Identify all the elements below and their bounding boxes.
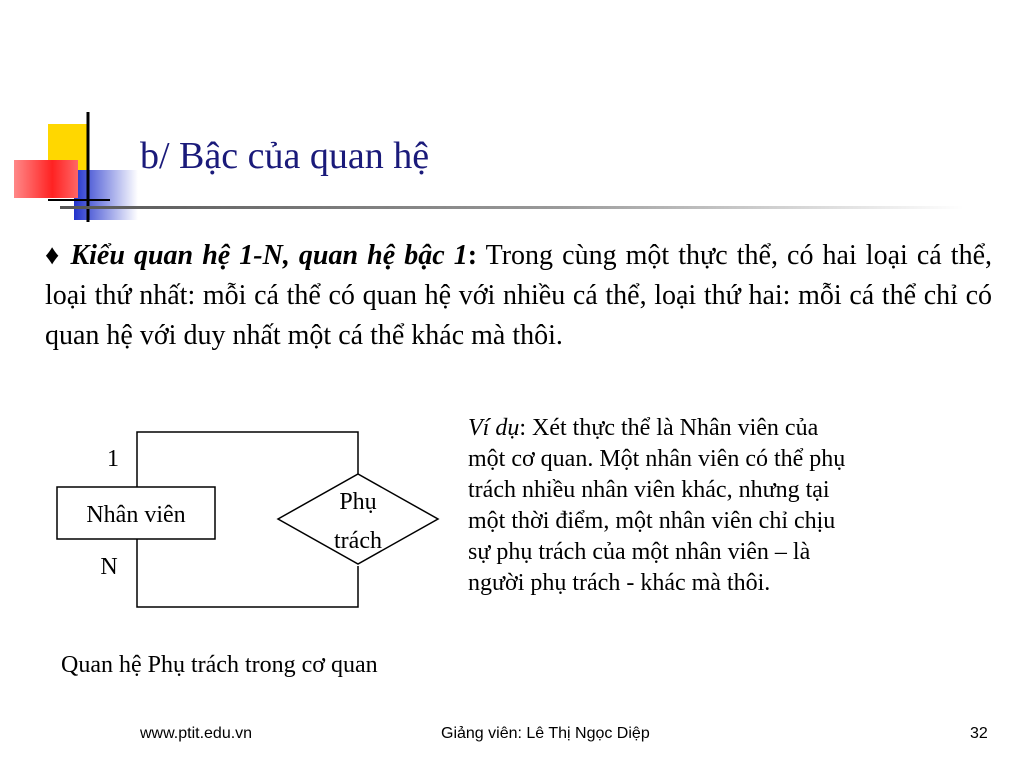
example-line-3: trách nhiều nhân viên khác, nhưng tại	[468, 477, 830, 503]
example-line-1: : Xét thực thể là Nhân viên của	[519, 415, 819, 441]
term-colon: :	[467, 240, 478, 271]
footer-page-number: 32	[970, 725, 988, 742]
example-line-5: sự phụ trách của một nhân viên – là	[468, 539, 811, 565]
footer-website: www.ptit.edu.vn	[140, 725, 253, 742]
cardinality-many: N	[100, 554, 118, 580]
entity-label: Nhân viên	[86, 502, 186, 528]
paragraph-body: Trong cùng một thực thể, có hai loại cá thể, loại thứ nhất: mỗi cá thể có quan hệ với nhiều cá thể, loại thứ hai: mỗi cá thể chỉ có quan hệ với duy nhất một cá thể khác mà thôi.	[45, 240, 993, 351]
cardinality-one: 1	[107, 446, 119, 472]
example-line-6: người phụ trách - khác mà thôi.	[468, 570, 771, 596]
slide-title: b/ Bậc của quan hệ	[140, 135, 430, 177]
diagram-caption: Quan hệ Phụ trách trong cơ quan	[61, 652, 378, 678]
loop-line-lower	[137, 539, 358, 607]
example-label: Ví dụ	[468, 415, 520, 441]
loop-line	[137, 432, 358, 487]
example-line-4: một thời điểm, một nhân viên chỉ chịu	[468, 508, 836, 534]
example-text	[468, 413, 968, 599]
bullet-icon: ♦	[45, 240, 62, 271]
footer-lecturer: Giảng viên: Lê Thị Ngọc Diệp	[441, 725, 650, 742]
relation-type-term: Kiểu quan hệ 1-N, quan hệ bậc 1	[70, 240, 468, 271]
relationship-label-line2: trách	[334, 528, 382, 554]
relationship-label-line1: Phụ	[339, 489, 377, 515]
example-line-2: một cơ quan. Một nhân viên có thể phụ	[468, 446, 846, 472]
